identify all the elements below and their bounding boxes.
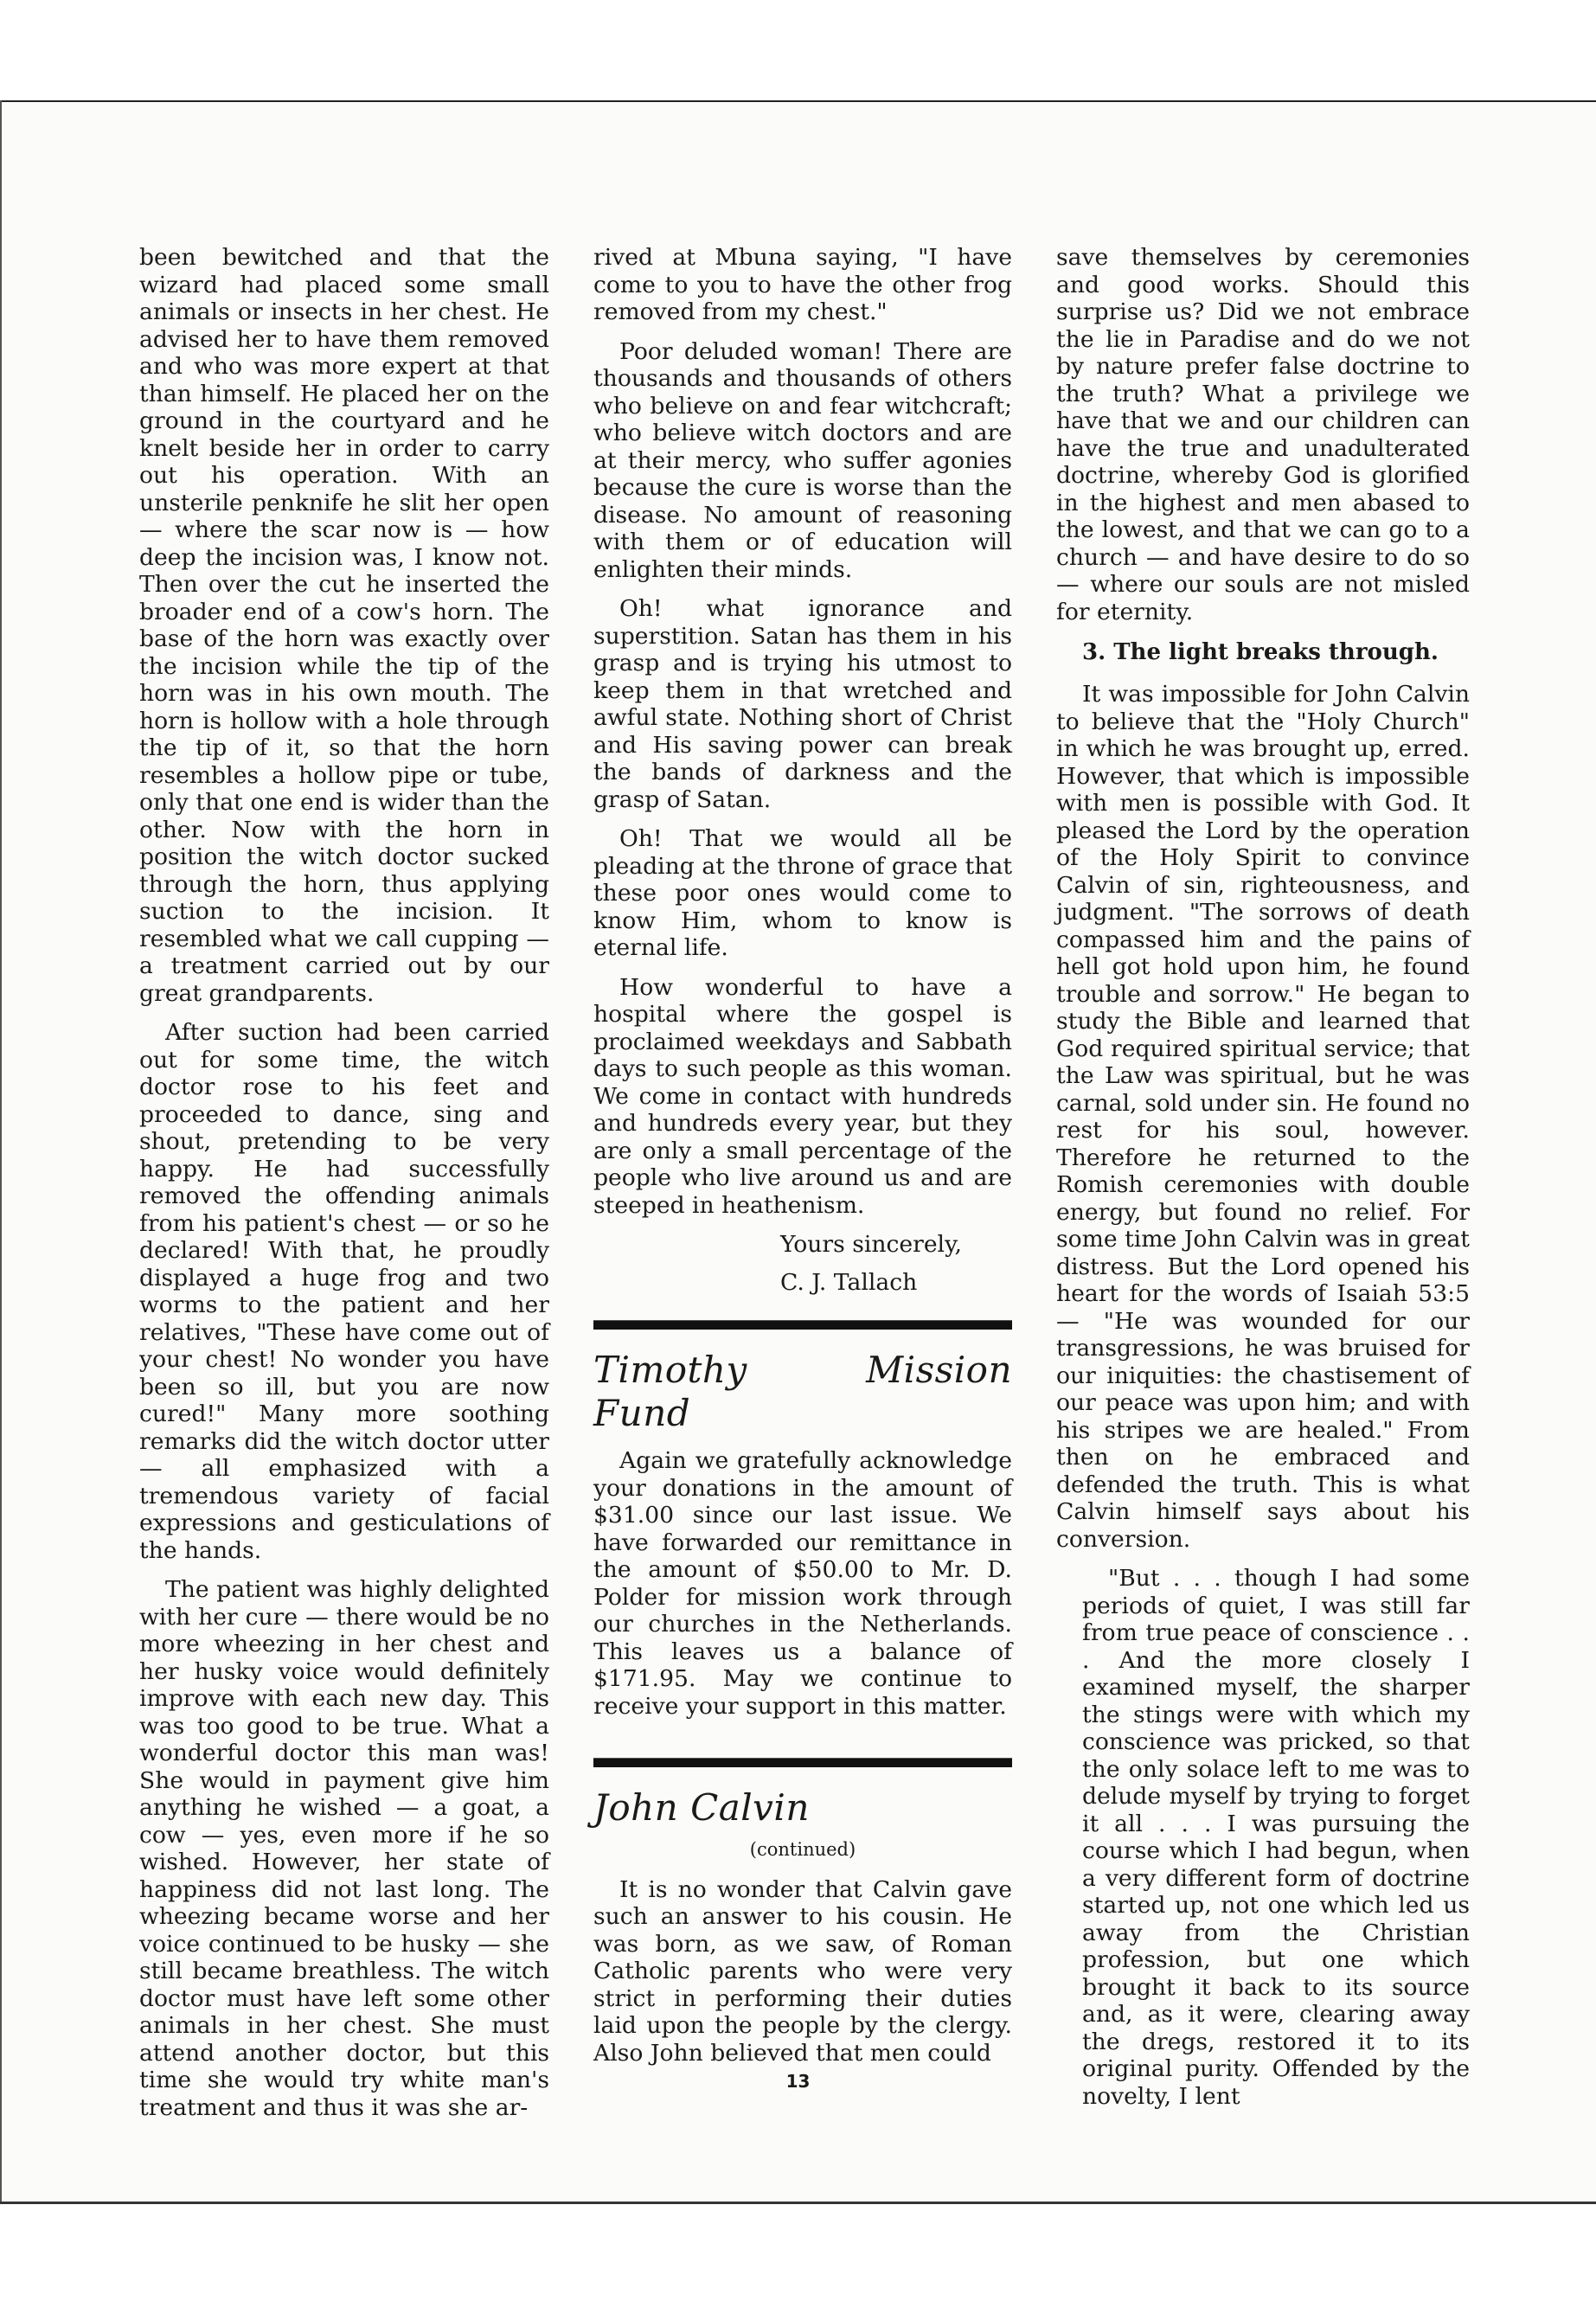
paragraph: The patient was highly delighted with her cure — there would be no more wheezing in her chest and her husky voice would definitely improve with each new day. This was too good to be true. What a wonderful doctor this man was! She would in payment give him anything he wished — a goat, a cow — yes, even more if he so wished. However, her state of happiness did not last long. The wheezing became worse and her voice continued to be husky — she still became breathless. The witch doctor must have left some other animals in her chest. She must attend another doctor, but this time she would try white man's treatment and thus it was she ar- (139, 1576, 549, 2121)
signature-closing: Yours sincerely, (780, 1231, 963, 1258)
paragraph: Oh! That we would all be pleading at the throne of grace that these poor ones would come to know Him, whom to know is eternal life. (593, 825, 1012, 961)
paragraph: save themselves by ceremonies and good works. Should this surprise us? Did we not embrace the lie in Paradise and do we not by nature prefer false doctrine to the truth? What a privilege we have that we and our children can have the true and unadulterated doctrine, whereby God is glorified in the highest and men abased to the lowest, and that we can go to a church — and have desire to do so — where our souls are not misled for eternity. (1056, 244, 1470, 625)
middle-column (593, 244, 1012, 2079)
signature-name: C. J. Tallach (780, 1268, 918, 1296)
page-left-edge (0, 100, 2, 2202)
paragraph: After suction had been carried out for some time, the witch doctor rose to his feet and proceeded to dance, sing and shout, pretending to be very happy. He had successfully removed the offending animals from his patient's chest — or so he declared! With that, he proudly displayed a huge frog and two worms to the patient and her relatives, "These have come out of your chest! No wonder you have been so ill, but you are now cured!" Many more soothing remarks did the witch doctor utter — all emphasized with a tremendous variety of facial expressions and gesticulations of the hands. (139, 1019, 549, 1564)
section-divider (593, 1320, 1012, 1330)
paragraph: How wonderful to have a hospital where the gospel is proclaimed weekdays and Sabbath days to such people as this woman. We come in contact with hundreds and hundreds every year, but they are only a small percentage of the people who live around us and are steeped in heathenism. (593, 973, 1012, 1219)
page-top-edge (0, 100, 1596, 102)
john-calvin-heading: John Calvin (593, 1786, 810, 1829)
section-divider (593, 1758, 1012, 1767)
page-bottom-edge (0, 2202, 1596, 2204)
timothy-fund-heading: Timothy Mission Fund (593, 1349, 1012, 1434)
paragraph: rived at Mbuna saying, "I have come to you to have the other frog removed from my chest." (593, 244, 1012, 325)
left-column (139, 244, 549, 2133)
subheading: 3. The light breaks through. (1082, 639, 1439, 665)
paragraph: Poor deluded woman! There are thousands and thousands of others who believe on and fear witchcraft; who believe witch doctors and are at their mercy, who suffer agonies because the cure is worse than the disease. No amount of reasoning with them or of education will enlighten their minds. (593, 337, 1012, 583)
right-column (1056, 244, 1470, 2122)
continued-note: (continued) (749, 1839, 856, 1860)
paragraph: Oh! what ignorance and superstition. Satan has them in his grasp and is trying his utmost to keep them in that wretched and awful state. Nothing short of Christ and His saving power can break the bands of darkness and the grasp of Satan. (593, 595, 1012, 813)
paragraph: Again we gratefully acknowledge your donations in the amount of $31.00 since our last issue. We have forwarded our remittance in the amount of $50.00 to Mr. D. Polder for mission work through our churches in the Netherlands. This leaves us a balance of $171.95. May we continue to receive your support in this matter. (593, 1447, 1012, 1720)
paragraph: It is no wonder that Calvin gave such an answer to his cousin. He was born, as we saw, of Roman Catholic parents who were very strict in performing their duties laid upon the people by the clergy. Also John believed that men could (593, 1875, 1012, 2067)
paragraph: been bewitched and that the wizard had placed some small animals or insects in her chest. He advised her to have them removed and who was more expert at that than himself. He placed her on the ground in the courtyard and he knelt beside her in order to carry out his operation. With an unsterile penknife he slit her open — where the scar now is — how deep the incision was, I know not. Then over the cut he inserted the broader end of a cow's horn. The base of the horn was exactly over the incision while the tip of the horn was in his own mouth. The horn is hollow with a hole through the tip of it, so that the horn resembles a hollow pipe or tube, only that one end is wider than the other. Now with the horn in position the witch doctor sucked through the horn, thus applying suction to the incision. It resembled what we call cupping — a treatment carried out by our great grandparents. (139, 244, 549, 1007)
paragraph: It was impossible for John Calvin to believe that the "Holy Church" in which he was brought up, erred. However, that which is impossible with men is possible with God. It pleased the Lord by the operation of the Holy Spirit to convince Calvin of sin, righteousness, and judgment. "The sorrows of death compassed him and the pains of hell got hold upon him, he found trouble and sorrow." He began to study the Bible and learned that God required spiritual service; that the Law was spiritual, but he was carnal, sold under sin. He found no rest for his soul, however. Therefore he returned to the Romish ceremonies with double energy, but found no relief. For some time John Calvin was in great distress. But the Lord opened his heart for the words of Isaiah 53:5 — "He was wounded for our transgressions, he was bruised for our iniquities: the chastisement of our peace was upon him; and with his stripes we are healed." From then on he embraced and defended the truth. This is what Calvin himself says about his conversion. (1056, 681, 1470, 1553)
page-number: 13 (785, 2071, 811, 2092)
quotation: "But . . . though I had some periods of quiet, I was still far from true peace of conscience . . . And the more closely I examined myself, the sharper the stings were with which my conscience was pricked, so that the only solace left to me was to delude myself by trying to forget it all . . . I was pursuing the course which I had begun, when a very different form of doctrine started up, not one which led us away from the Christian profession, but one which brought it back to its source and, as it were, clearing away the dregs, restored it to its original purity. Offended by the novelty, I lent (1082, 1565, 1470, 2110)
